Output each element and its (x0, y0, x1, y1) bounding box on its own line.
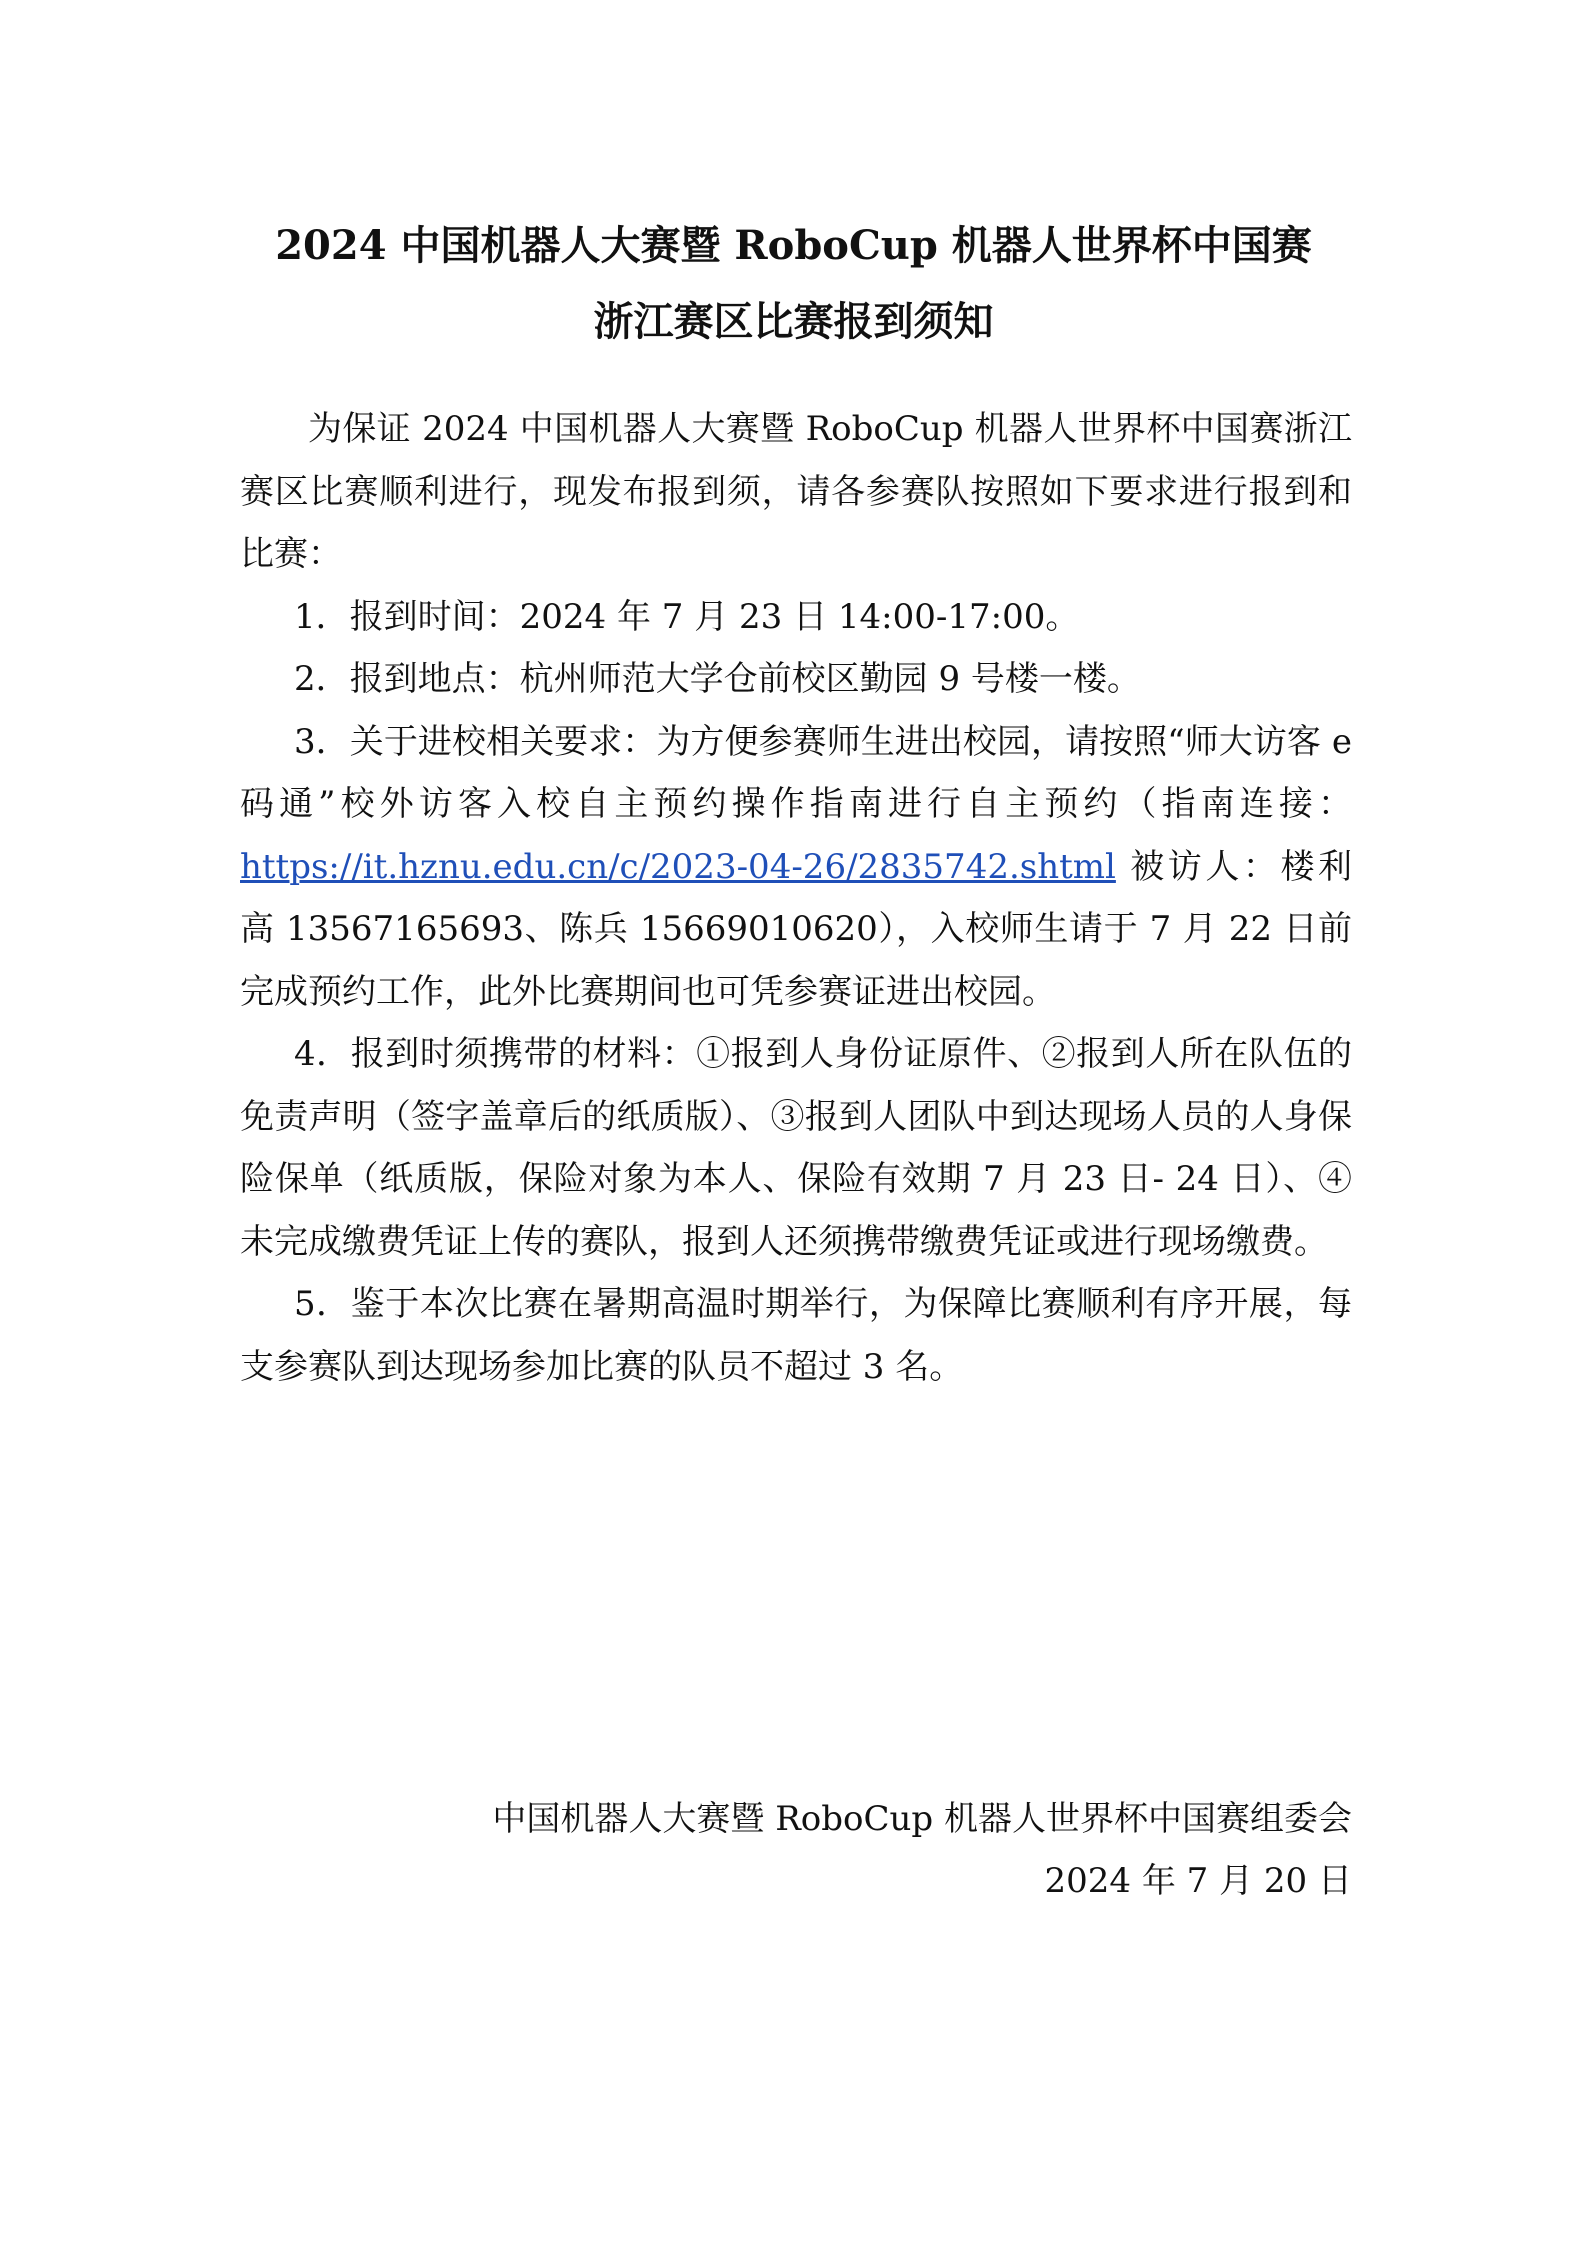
item-registration-time: 1．报到时间：2024 年 7 月 23 日 14:00-17:00。 (294, 596, 1080, 637)
item-campus-entry-text-before: 3．关于进校相关要求：为方便参赛师生进出校园，请按照“师大访客 e 码通”校外访客入校自主预约操作指南进行自主预约（指南连接： (240, 721, 1352, 824)
document-title-line1: 2024 中国机器人大赛暨 RoboCup 机器人世界杯中国赛 (275, 222, 1312, 269)
item-registration-location: 2．报到地点：杭州师范大学仓前校区勤园 9 号楼一楼。 (294, 659, 1141, 699)
signature-block (492, 1788, 1352, 1912)
item-campus-entry (240, 711, 1352, 1024)
item-team-size-limit: 5．鉴于本次比赛在暑期高温时期举行，为保障比赛顺利有序开展，每支参赛队到达现场参加比赛的队员不超过 3 名。 (240, 1284, 1352, 1387)
item-campus-entry-text-after: 被访人：楼利高 13567165693、陈兵 15669010620），入校师生请于 7 月 22 日前完成预约工作，此外比赛期间也可凭参赛证进出校园。 (240, 846, 1352, 1012)
item-required-materials: 4．报到时须携带的材料：①报到人身份证原件、②报到人所在队伍的免责声明（签字盖章后的纸质版）、③报到人团队中到达现场人员的人身保险保单（纸质版，保险对象为本人、保险有效期 7 月 23 日- 24 日）、④未完成缴费凭证上传的赛队，报到人还须携带缴费凭证或进行现场缴费。 (240, 1034, 1352, 1262)
signature-organization: 中国机器人大赛暨 RoboCup 机器人世界杯中国赛组委会 (492, 1799, 1352, 1839)
document-body (240, 398, 1352, 1398)
intro-paragraph: 为保证 2024 中国机器人大赛暨 RoboCup 机器人世界杯中国赛浙江赛区比赛顺利进行，现发布报到须，请各参赛队按照如下要求进行报到和比赛： (240, 409, 1352, 574)
guide-link[interactable]: https://it.hznu.edu.cn/c/2023-04-26/2835742.shtml (240, 846, 1116, 887)
signature-date: 2024 年 7 月 20 日 (1044, 1861, 1352, 1901)
document-title-line2: 浙江赛区比赛报到须知 (593, 298, 994, 345)
